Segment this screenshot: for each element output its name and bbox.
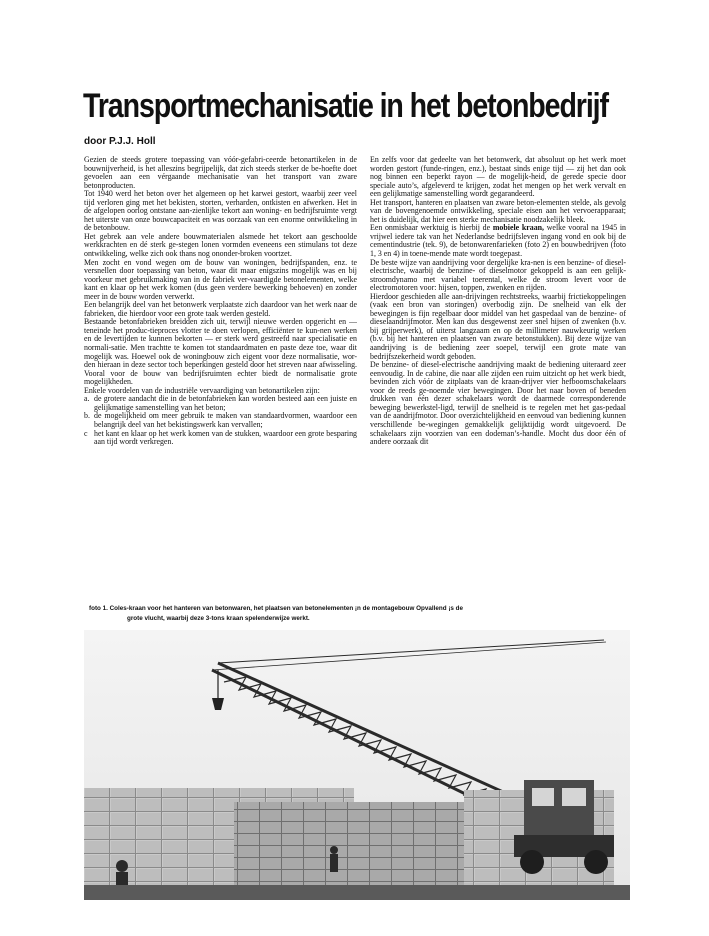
- paragraph: Enkele voordelen van de industriële vervaardiging van betonartikelen zijn:: [84, 385, 320, 395]
- paragraph: Een belangrijk deel van het betonwerk verplaatste zich daardoor van het werk naar de fabrieken, die hierdoor voor een grote taak werden gesteld.: [84, 300, 357, 318]
- paragraph: Het transport, hanteren en plaatsen van zware beton-elementen stelde, als gevolg van de bovengenoemde ontwikkeling, speciale eisen aan het vervoerapparaat; het is duidelijk, dat hier een sterke mechanisatie noodzakelijk bleek.: [370, 197, 626, 224]
- list-item-text: het kant en klaar op het werk komen van de stukken, waardoor een grote besparing aan tijd wordt verkregen.: [94, 428, 357, 447]
- photo-caption: [89, 604, 629, 624]
- paragraph-text: Een onmisbaar werktuig is hierbij de: [370, 223, 493, 233]
- list-item: [84, 412, 357, 429]
- emphasis-text: mobiele kraan,: [492, 223, 545, 233]
- list-item: [84, 430, 357, 447]
- crane-photo: [84, 630, 630, 900]
- list-marker: c: [84, 428, 88, 438]
- paragraph: De benzine- of diesel-electrische aandrijving maakt de bediening uiteraard zeer eenvoudig. In de cabine, die naar alle zijden een ruim uitzicht op het werk biedt, bevinden zich vóór de zitplaats van de kraan-drijver vier hefboomschakelaars voor de reeds ge-noemde vier bewegingen. Door het naar boven of beneden drukken van één dezer schakelaars wordt de daarmede corresponderende beweging bewerkstel-ligd, terwijl de snelheid is te regelen met het gas-pedaal van de aandrijfmotor. Door overzichtelijkheid en eenvoud van bediening kunnen verschillende be-wegingen gemakkelijk gelijktijdig wordt uitgevoerd. De schakelaars zijn voorzien van een dodeman’s-handle. Mocht dus door één of andere oorzaak dit: [370, 360, 626, 447]
- caption-line: foto 1. Coles-kraan voor het hanteren van betonwaren, het plaatsen van betonelementen ¡n de montagebouw Opvallend ¡s de: [89, 605, 464, 612]
- list-item-text: de grotere aandacht die in de betonfabrieken kan worden besteed aan een juiste en gelijkmatige samenstelling van het beton;: [94, 394, 357, 412]
- paragraph: Men zocht en vond wegen om de bouw van woningen, bedrijfspanden, enz. te versnellen door toepassing van beton, waar dit maar enigszins mogelijk was en bij voorkeur met gebruikmaking van in de fabriek ver-vaardigde betonelementen, welke kant en klaar op het werk komen (dus geen verdere bewerking behoeven) en zonder meer in de bouw worden verwerkt.: [84, 257, 357, 301]
- paragraph: Het gebrek aan vele andere bouwmaterialen alsmede het tekort aan geschoolde werkkrachten en dé sterk ge-stegen lonen vormden eveneens een stimulans tot deze ontwikkeling, welke zich ook thans nog ononder-broken voortzet.: [84, 231, 357, 259]
- photo-ground: [84, 885, 630, 900]
- list-marker: b.: [84, 411, 90, 421]
- paragraph: En zelfs voor dat gedeelte van het betonwerk, dat absoluut op het werk moet worden gestort (funde-ringen, enz.), bestaat sinds enige tijd — zij het dan ook nog binnen een beperkt rayon — de mogelijk-heid, de gerede specie door speciale auto’s, afgeleverd te krijgen, zodat het mengen op het werk vervalt en een gelijkmatige samenstelling wordt gegarandeerd.: [370, 156, 626, 199]
- list-item: [84, 395, 357, 412]
- paragraph: Gezien de steeds grotere toepassing van vóór-gefabri-ceerde betonartikelen in de bouwnijverheid, is het alleszins begrijpelijk, dat zich steeds sterker de be-hoefte doet gevoelen aan een vérgaande mechanisatie van het transport van zware betonproducten.: [84, 156, 357, 190]
- advantages-list: [84, 395, 357, 446]
- caption-line: grote vlucht, waarbij deze 3-tons kraan spelenderwijze werkt.: [127, 615, 310, 622]
- right-text-column: [370, 156, 626, 556]
- left-text-column: [84, 156, 357, 600]
- paragraph-text: welke vooral na 1945 in vrijwel iedere tak van het Nederlandse bedrijfsleven ingang vond en ook bij de cementindustrie (tek. 9), de betonwarenfarieken (foto 2) en bouwbedrijven (foto 1, 3 en 4) in toene-mende mate wordt toegepast.: [370, 223, 626, 259]
- article-byline: door P.J.J. Holl: [84, 136, 156, 147]
- paragraph: Hierdoor geschieden alle aan-drijvingen rechtstreeks, waarbij frictiekoppelingen (vaak een bron van storingen) overbodig zijn. De snelheid van elk der bewegingen is fijn regelbaar door middel van het gaspedaal van de benzine- of dieselaandrijfmotor. Men kan dus desgewenst zeer snel hijsen of zwenken (b.v. bij grijperwerk), of uiterst langzaam en op de millimeter nauwkeurig werken (b.v. bij het hanteren en plaatsen van zware betonstukken). Bij deze wijze van aandrijving is de bediening zeer soepel, terwijl een grote mate van bedrijfszekerheid wordt geboden.: [370, 291, 626, 361]
- paragraph: Bestaande betonfabrieken breidden zich uit, terwijl nieuwe werden opgericht en — teneinde het produc-tieproces vlotter te doen verlopen, efficiënter te kun-nen werken en de levertijden te kunnen bekorten — er sterk werd gestreefd naar specialisatie en normali-satie. Men trachtte te komen tot standaardmaten en paste deze toe, waar dit mogelijk was. Hoewel ook de woningbouw zich eigent voor deze normalisatie, wor-den hieraan in deze sector toch beperkingen gesteld door het streven naar afwisseling. Vooral voor de bouw van bedrijfsruimten echter biedt de normalisatie grote mogelijkheden.: [84, 317, 357, 387]
- list-item-text: de mogelijkheid om meer gebruik te maken van standaardvormen, waardoor een belangrijk deel van het bekistingswerk kan vervallen;: [94, 411, 357, 429]
- paragraph: De beste wijze van aandrijving voor dergelijke kra-nen is een benzine- of diesel-electrische, waarbij de benzine- of dieselmotor gekoppeld is aan een gelijk-stroomdynamo met variabel toerental, welke de stroom levert voor de electromotoren voor: hijsen, toppen, zwenken en rijden.: [370, 257, 626, 293]
- paragraph: [370, 224, 626, 258]
- article-title: Transportmechanisatie in het betonbedrijf: [83, 87, 608, 125]
- paragraph: Tot 1940 werd het beton over het algemeen op het karwei gestort, waarbij zeer veel tijd verloren ging met het bekisten, storten, verharden, ontkisten en afwerken. Het in de afgelopen oorlog ontstane aan-zienlijke tekort aan woning- en bedrijfsruimte vergt het uiterste van onze bouwcapaciteit en was oorzaak van een enorme ontwikkeling in de betonbouw.: [84, 189, 357, 233]
- list-marker: a.: [84, 394, 90, 404]
